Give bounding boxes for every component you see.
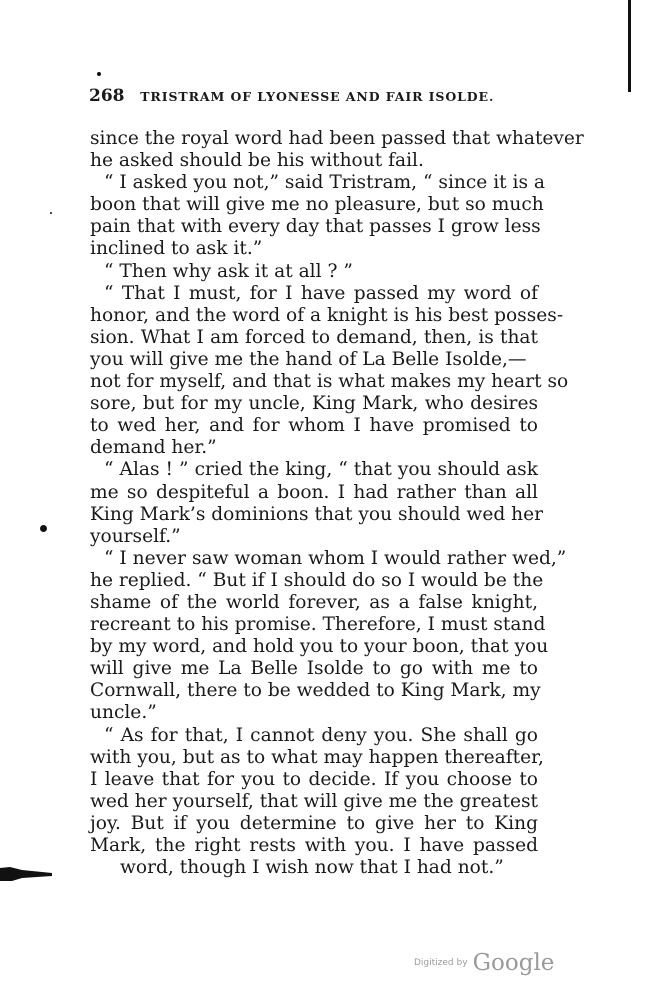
ink-speck — [40, 525, 47, 532]
text-line: recreant to his promise. Therefore, I must stand — [90, 614, 546, 636]
watermark-prefix: Digitized by — [414, 958, 468, 968]
text-line: boon that will give me no pleasure, but so much — [90, 194, 544, 216]
text-line: pain that with every day that passes I grow less — [90, 216, 541, 238]
text-line: I leave that for you to decide. If you choose to — [90, 768, 538, 790]
text-line: “ I asked you not,” said Tristram, “ since it is a — [104, 172, 546, 194]
text-line: inclined to ask it.” — [90, 238, 263, 260]
text-line: honor, and the word of a knight is his best posses- — [90, 304, 564, 326]
text-line: by my word, and hold you to your boon, that you — [90, 636, 549, 658]
text-line: Cornwall, there to be wedded to King Mark, my — [90, 680, 541, 702]
ink-speck — [97, 72, 101, 76]
text-line: “ That I must, for I have passed my word of — [104, 282, 538, 304]
body-text — [90, 128, 584, 879]
text-line: “ I never saw woman whom I would rather wed,” — [104, 547, 567, 569]
text-line: shame of the world forever, as a false knight, — [90, 591, 538, 613]
google-logo: Google — [472, 950, 555, 976]
text-line: not for myself, and that is what makes my heart so — [90, 371, 569, 393]
text-line: he replied. “ But if I should do so I would be the — [90, 569, 544, 591]
ink-speck — [50, 212, 52, 214]
text-line: yourself.” — [90, 525, 181, 547]
text-line: since the royal word had been passed that whatever — [90, 128, 584, 149]
text-line: sion. What I am forced to demand, then, is that — [90, 326, 538, 348]
text-line: sore, but for my uncle, King Mark, who desires — [90, 393, 538, 415]
text-line: Mark, the right rests with you. I have passed — [90, 835, 538, 856]
text-line: “ As for that, I cannot deny you. She shall go — [104, 724, 538, 746]
text-line: King Mark’s dominions that you should wed her — [90, 503, 544, 525]
text-line: me so despiteful a boon. I had rather than all — [90, 481, 538, 503]
text-line: wed her yourself, that will give me the greatest — [90, 790, 538, 812]
text-line: with you, but as to what may happen thereafter, — [90, 746, 544, 768]
text-line: he asked should be his without fail. — [90, 150, 424, 172]
text-line: word, though I wish now that I had not.” — [120, 857, 504, 879]
page-number: 268 — [89, 86, 125, 106]
text-line: joy. But if you determine to give her to King — [90, 812, 538, 834]
digitized-by-google-watermark — [414, 950, 554, 976]
text-line: uncle.” — [90, 702, 157, 724]
text-line: will give me La Belle Isolde to go with me to — [90, 658, 538, 680]
text-line: you will give me the hand of La Belle Isolde,— — [90, 348, 527, 370]
pointing-hand-icon — [0, 866, 54, 882]
text-line: “ Alas ! ” cried the king, “ that you should ask — [104, 459, 538, 481]
scan-edge-line — [628, 0, 631, 92]
text-line: to wed her, and for whom I have promised to — [90, 415, 538, 437]
running-title: TRISTRAM OF LYONESSE AND FAIR ISOLDE. — [140, 89, 495, 104]
text-line: demand her.” — [90, 437, 217, 459]
running-header — [89, 86, 539, 106]
text-line: “ Then why ask it at all ? ” — [104, 260, 353, 282]
